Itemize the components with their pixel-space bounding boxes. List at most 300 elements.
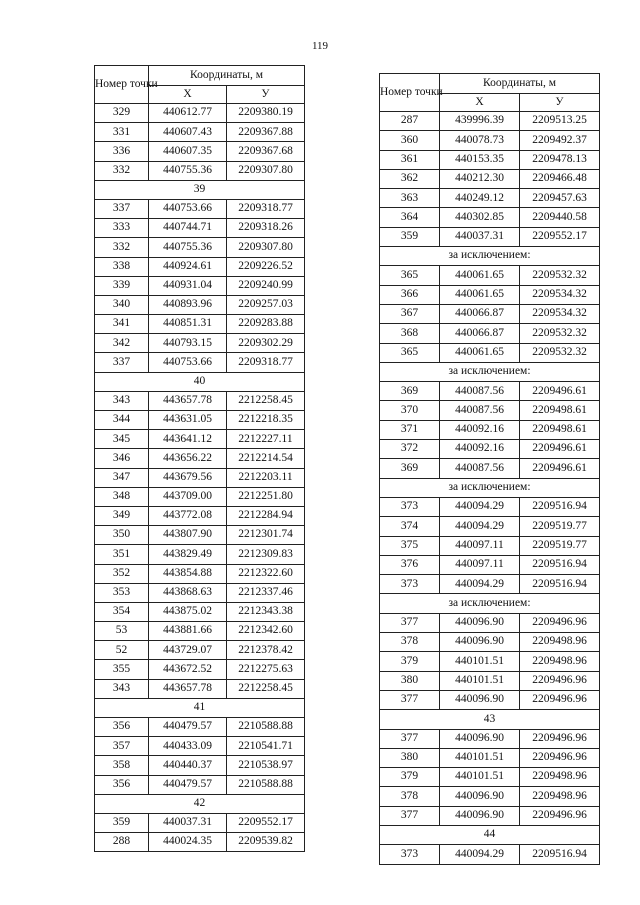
x-coordinate-cell: 440101.51 bbox=[440, 768, 520, 787]
point-number-cell: 372 bbox=[380, 440, 440, 459]
point-number-cell: 379 bbox=[380, 768, 440, 787]
point-number-cell: 352 bbox=[95, 564, 149, 583]
point-number-cell: 343 bbox=[95, 679, 149, 698]
x-coordinate-cell: 440066.87 bbox=[440, 304, 520, 323]
point-number-cell: 349 bbox=[95, 506, 149, 525]
y-coordinate-cell: 2209240.99 bbox=[227, 276, 305, 295]
table-row bbox=[95, 295, 305, 314]
y-coordinate-cell: 2209318.26 bbox=[227, 219, 305, 238]
point-number-cell: 356 bbox=[95, 775, 149, 794]
x-coordinate-cell: 440851.31 bbox=[149, 315, 227, 334]
point-number-cell: 357 bbox=[95, 737, 149, 756]
x-coordinate-cell: 440753.66 bbox=[149, 353, 227, 372]
y-coordinate-cell: 2209498.61 bbox=[520, 420, 600, 439]
y-coordinate-cell: 2209226.52 bbox=[227, 257, 305, 276]
point-number-cell: 368 bbox=[380, 324, 440, 343]
section-label-row bbox=[95, 698, 305, 717]
x-coordinate-cell: 440061.65 bbox=[440, 343, 520, 362]
y-coordinate-cell: 2212301.74 bbox=[227, 526, 305, 545]
page-number: 119 bbox=[311, 40, 329, 52]
x-coordinate-cell: 440061.65 bbox=[440, 285, 520, 304]
table-row bbox=[380, 671, 600, 690]
table-row bbox=[380, 787, 600, 806]
x-coordinate-cell: 440092.16 bbox=[440, 440, 520, 459]
y-coordinate-cell: 2210588.88 bbox=[227, 718, 305, 737]
x-coordinate-cell: 443854.88 bbox=[149, 564, 227, 583]
x-coordinate-cell: 443631.05 bbox=[149, 411, 227, 430]
x-coordinate-cell: 439996.39 bbox=[440, 112, 520, 131]
y-coordinate-cell: 2209440.58 bbox=[520, 208, 600, 227]
section-label: 43 bbox=[380, 710, 600, 729]
table-row bbox=[95, 718, 305, 737]
point-number-cell: 359 bbox=[95, 813, 149, 832]
table-row bbox=[380, 575, 600, 594]
header-y: У bbox=[520, 94, 600, 112]
point-number-cell: 53 bbox=[95, 622, 149, 641]
x-coordinate-cell: 440753.66 bbox=[149, 199, 227, 218]
table-row bbox=[95, 257, 305, 276]
point-number-cell: 337 bbox=[95, 199, 149, 218]
y-coordinate-cell: 2212227.11 bbox=[227, 430, 305, 449]
y-coordinate-cell: 2212258.45 bbox=[227, 391, 305, 410]
y-coordinate-cell: 2209534.32 bbox=[520, 285, 600, 304]
y-coordinate-cell: 2212251.80 bbox=[227, 487, 305, 506]
table-row bbox=[95, 468, 305, 487]
y-coordinate-cell: 2209516.94 bbox=[520, 845, 600, 864]
table-row bbox=[95, 104, 305, 123]
point-number-cell: 332 bbox=[95, 238, 149, 257]
table-row bbox=[380, 768, 600, 787]
y-coordinate-cell: 2209498.96 bbox=[520, 652, 600, 671]
section-label: 42 bbox=[95, 794, 305, 813]
x-coordinate-cell: 440479.57 bbox=[149, 775, 227, 794]
point-number-cell: 377 bbox=[380, 806, 440, 825]
section-label-row bbox=[380, 247, 600, 266]
x-coordinate-cell: 443807.90 bbox=[149, 526, 227, 545]
table-row bbox=[380, 285, 600, 304]
x-coordinate-cell: 440087.56 bbox=[440, 382, 520, 401]
y-coordinate-cell: 2209552.17 bbox=[227, 813, 305, 832]
point-number-cell: 376 bbox=[380, 555, 440, 574]
table-row bbox=[380, 633, 600, 652]
x-coordinate-cell: 440097.11 bbox=[440, 555, 520, 574]
section-label-row bbox=[380, 362, 600, 381]
table-row bbox=[95, 430, 305, 449]
table-row bbox=[95, 411, 305, 430]
y-coordinate-cell: 2209519.77 bbox=[520, 536, 600, 555]
table-row bbox=[380, 555, 600, 574]
point-number-cell: 52 bbox=[95, 641, 149, 660]
table-row bbox=[380, 189, 600, 208]
point-number-cell: 377 bbox=[380, 613, 440, 632]
table-header bbox=[380, 74, 600, 112]
x-coordinate-cell: 440087.56 bbox=[440, 401, 520, 420]
y-coordinate-cell: 2209257.03 bbox=[227, 295, 305, 314]
table-row bbox=[95, 660, 305, 679]
x-coordinate-cell: 440094.29 bbox=[440, 497, 520, 516]
x-coordinate-cell: 440479.57 bbox=[149, 718, 227, 737]
table-row bbox=[380, 266, 600, 285]
point-number-cell: 375 bbox=[380, 536, 440, 555]
table-row bbox=[380, 748, 600, 767]
y-coordinate-cell: 2209532.32 bbox=[520, 324, 600, 343]
table-row bbox=[380, 208, 600, 227]
table-row bbox=[380, 845, 600, 864]
point-number-cell: 332 bbox=[95, 161, 149, 180]
table-body bbox=[95, 104, 305, 852]
x-coordinate-cell: 440096.90 bbox=[440, 806, 520, 825]
header-x: Х bbox=[440, 94, 520, 112]
point-number-cell: 378 bbox=[380, 633, 440, 652]
y-coordinate-cell: 2209513.25 bbox=[520, 112, 600, 131]
point-number-cell: 333 bbox=[95, 219, 149, 238]
table-row bbox=[380, 497, 600, 516]
x-coordinate-cell: 440744.71 bbox=[149, 219, 227, 238]
y-coordinate-cell: 2209496.96 bbox=[520, 690, 600, 709]
point-number-cell: 338 bbox=[95, 257, 149, 276]
x-coordinate-cell: 443679.56 bbox=[149, 468, 227, 487]
point-number-cell: 370 bbox=[380, 401, 440, 420]
y-coordinate-cell: 2209519.77 bbox=[520, 517, 600, 536]
point-number-cell: 345 bbox=[95, 430, 149, 449]
x-coordinate-cell: 440094.29 bbox=[440, 517, 520, 536]
table-row bbox=[95, 142, 305, 161]
x-coordinate-cell: 443657.78 bbox=[149, 679, 227, 698]
section-label: 39 bbox=[95, 180, 305, 199]
table-row bbox=[95, 833, 305, 852]
point-number-cell: 339 bbox=[95, 276, 149, 295]
point-number-cell: 354 bbox=[95, 602, 149, 621]
point-number-cell: 365 bbox=[380, 343, 440, 362]
y-coordinate-cell: 2209496.61 bbox=[520, 382, 600, 401]
point-number-cell: 350 bbox=[95, 526, 149, 545]
table-row bbox=[95, 391, 305, 410]
x-coordinate-cell: 440037.31 bbox=[440, 227, 520, 246]
table-row bbox=[380, 690, 600, 709]
y-coordinate-cell: 2212218.35 bbox=[227, 411, 305, 430]
x-coordinate-cell: 443656.22 bbox=[149, 449, 227, 468]
x-coordinate-cell: 440433.09 bbox=[149, 737, 227, 756]
table-row bbox=[95, 238, 305, 257]
table-row bbox=[95, 583, 305, 602]
x-coordinate-cell: 440153.35 bbox=[440, 150, 520, 169]
x-coordinate-cell: 443829.49 bbox=[149, 545, 227, 564]
header-coordinates: Координаты, м bbox=[440, 74, 600, 94]
y-coordinate-cell: 2209496.96 bbox=[520, 748, 600, 767]
point-number-cell: 331 bbox=[95, 123, 149, 142]
x-coordinate-cell: 440302.85 bbox=[440, 208, 520, 227]
y-coordinate-cell: 2209307.80 bbox=[227, 238, 305, 257]
y-coordinate-cell: 2209496.61 bbox=[520, 459, 600, 478]
table-row bbox=[380, 652, 600, 671]
y-coordinate-cell: 2209516.94 bbox=[520, 497, 600, 516]
section-label-row bbox=[95, 372, 305, 391]
section-label-row bbox=[380, 478, 600, 497]
x-coordinate-cell: 440755.36 bbox=[149, 238, 227, 257]
x-coordinate-cell: 440061.65 bbox=[440, 266, 520, 285]
table-body bbox=[380, 112, 600, 865]
y-coordinate-cell: 2212214.54 bbox=[227, 449, 305, 468]
y-coordinate-cell: 2209516.94 bbox=[520, 575, 600, 594]
point-number-cell: 373 bbox=[380, 845, 440, 864]
table-row bbox=[95, 161, 305, 180]
table-row bbox=[380, 324, 600, 343]
y-coordinate-cell: 2209498.96 bbox=[520, 787, 600, 806]
y-coordinate-cell: 2209318.77 bbox=[227, 199, 305, 218]
y-coordinate-cell: 2209302.29 bbox=[227, 334, 305, 353]
point-number-cell: 342 bbox=[95, 334, 149, 353]
point-number-cell: 353 bbox=[95, 583, 149, 602]
y-coordinate-cell: 2210588.88 bbox=[227, 775, 305, 794]
x-coordinate-cell: 440094.29 bbox=[440, 575, 520, 594]
y-coordinate-cell: 2209534.32 bbox=[520, 304, 600, 323]
x-coordinate-cell: 440101.51 bbox=[440, 652, 520, 671]
y-coordinate-cell: 2212343.38 bbox=[227, 602, 305, 621]
section-label: 41 bbox=[95, 698, 305, 717]
point-number-cell: 288 bbox=[95, 833, 149, 852]
table-row bbox=[95, 334, 305, 353]
point-number-cell: 364 bbox=[380, 208, 440, 227]
x-coordinate-cell: 443641.12 bbox=[149, 430, 227, 449]
point-number-cell: 346 bbox=[95, 449, 149, 468]
y-coordinate-cell: 2212284.94 bbox=[227, 506, 305, 525]
y-coordinate-cell: 2209496.96 bbox=[520, 806, 600, 825]
y-coordinate-cell: 2212258.45 bbox=[227, 679, 305, 698]
section-label: 44 bbox=[380, 825, 600, 844]
x-coordinate-cell: 440024.35 bbox=[149, 833, 227, 852]
y-coordinate-cell: 2212322.60 bbox=[227, 564, 305, 583]
x-coordinate-cell: 440096.90 bbox=[440, 729, 520, 748]
point-number-cell: 371 bbox=[380, 420, 440, 439]
table-row bbox=[380, 382, 600, 401]
point-number-cell: 374 bbox=[380, 517, 440, 536]
header-x: Х bbox=[149, 86, 227, 104]
point-number-cell: 361 bbox=[380, 150, 440, 169]
point-number-cell: 287 bbox=[380, 112, 440, 131]
x-coordinate-cell: 440096.90 bbox=[440, 633, 520, 652]
y-coordinate-cell: 2209283.88 bbox=[227, 315, 305, 334]
table-row bbox=[95, 641, 305, 660]
table-row bbox=[380, 169, 600, 188]
table-row bbox=[95, 602, 305, 621]
section-label: за исключением: bbox=[380, 362, 600, 381]
table-row bbox=[380, 729, 600, 748]
point-number-cell: 367 bbox=[380, 304, 440, 323]
section-label: за исключением: bbox=[380, 247, 600, 266]
x-coordinate-cell: 440092.16 bbox=[440, 420, 520, 439]
point-number-cell: 336 bbox=[95, 142, 149, 161]
table-row bbox=[380, 806, 600, 825]
header-point-number: Номер точки bbox=[95, 66, 149, 104]
y-coordinate-cell: 2212337.46 bbox=[227, 583, 305, 602]
y-coordinate-cell: 2209496.96 bbox=[520, 729, 600, 748]
point-number-cell: 341 bbox=[95, 315, 149, 334]
coordinates-table-right bbox=[379, 73, 600, 865]
point-number-cell: 369 bbox=[380, 459, 440, 478]
x-coordinate-cell: 440931.04 bbox=[149, 276, 227, 295]
point-number-cell: 366 bbox=[380, 285, 440, 304]
y-coordinate-cell: 2210541.71 bbox=[227, 737, 305, 756]
x-coordinate-cell: 443881.66 bbox=[149, 622, 227, 641]
x-coordinate-cell: 440607.43 bbox=[149, 123, 227, 142]
table-row bbox=[95, 353, 305, 372]
section-label-row bbox=[95, 180, 305, 199]
y-coordinate-cell: 2210538.97 bbox=[227, 756, 305, 775]
x-coordinate-cell: 440607.35 bbox=[149, 142, 227, 161]
table-row bbox=[380, 517, 600, 536]
table-row bbox=[380, 440, 600, 459]
point-number-cell: 379 bbox=[380, 652, 440, 671]
table-row bbox=[95, 622, 305, 641]
x-coordinate-cell: 440097.11 bbox=[440, 536, 520, 555]
point-number-cell: 355 bbox=[95, 660, 149, 679]
point-number-cell: 358 bbox=[95, 756, 149, 775]
x-coordinate-cell: 440440.37 bbox=[149, 756, 227, 775]
table-row bbox=[380, 112, 600, 131]
y-coordinate-cell: 2209532.32 bbox=[520, 343, 600, 362]
x-coordinate-cell: 443709.00 bbox=[149, 487, 227, 506]
point-number-cell: 380 bbox=[380, 671, 440, 690]
x-coordinate-cell: 443657.78 bbox=[149, 391, 227, 410]
section-label-row bbox=[380, 825, 600, 844]
y-coordinate-cell: 2209498.96 bbox=[520, 768, 600, 787]
table-row bbox=[380, 304, 600, 323]
table-row bbox=[95, 756, 305, 775]
table-row bbox=[380, 536, 600, 555]
section-label-row bbox=[95, 794, 305, 813]
point-number-cell: 363 bbox=[380, 189, 440, 208]
table-row bbox=[95, 219, 305, 238]
y-coordinate-cell: 2212203.11 bbox=[227, 468, 305, 487]
table-header bbox=[95, 66, 305, 104]
y-coordinate-cell: 2209496.96 bbox=[520, 671, 600, 690]
point-number-cell: 343 bbox=[95, 391, 149, 410]
point-number-cell: 347 bbox=[95, 468, 149, 487]
x-coordinate-cell: 443672.52 bbox=[149, 660, 227, 679]
y-coordinate-cell: 2212309.83 bbox=[227, 545, 305, 564]
point-number-cell: 362 bbox=[380, 169, 440, 188]
point-number-cell: 359 bbox=[380, 227, 440, 246]
table-row bbox=[380, 459, 600, 478]
y-coordinate-cell: 2209498.61 bbox=[520, 401, 600, 420]
point-number-cell: 373 bbox=[380, 575, 440, 594]
table-row bbox=[380, 613, 600, 632]
point-number-cell: 378 bbox=[380, 787, 440, 806]
x-coordinate-cell: 440096.90 bbox=[440, 787, 520, 806]
point-number-cell: 377 bbox=[380, 690, 440, 709]
table-row bbox=[95, 315, 305, 334]
x-coordinate-cell: 440096.90 bbox=[440, 690, 520, 709]
table-row bbox=[95, 526, 305, 545]
y-coordinate-cell: 2209532.32 bbox=[520, 266, 600, 285]
table-row bbox=[95, 737, 305, 756]
x-coordinate-cell: 440101.51 bbox=[440, 748, 520, 767]
y-coordinate-cell: 2209496.96 bbox=[520, 613, 600, 632]
table-row bbox=[95, 679, 305, 698]
point-number-cell: 373 bbox=[380, 497, 440, 516]
table-row bbox=[380, 131, 600, 150]
point-number-cell: 337 bbox=[95, 353, 149, 372]
table-row bbox=[380, 401, 600, 420]
table-row bbox=[380, 420, 600, 439]
table-row bbox=[95, 123, 305, 142]
x-coordinate-cell: 440087.56 bbox=[440, 459, 520, 478]
y-coordinate-cell: 2209466.48 bbox=[520, 169, 600, 188]
header-coordinates: Координаты, м bbox=[149, 66, 305, 86]
y-coordinate-cell: 2209496.61 bbox=[520, 440, 600, 459]
table-row bbox=[95, 487, 305, 506]
y-coordinate-cell: 2209498.96 bbox=[520, 633, 600, 652]
x-coordinate-cell: 440612.77 bbox=[149, 104, 227, 123]
point-number-cell: 329 bbox=[95, 104, 149, 123]
y-coordinate-cell: 2209457.63 bbox=[520, 189, 600, 208]
table-row bbox=[95, 276, 305, 295]
x-coordinate-cell: 440924.61 bbox=[149, 257, 227, 276]
table-row bbox=[380, 227, 600, 246]
header-point-number: Номер точки bbox=[380, 74, 440, 112]
section-label-row bbox=[380, 594, 600, 613]
section-label: за исключением: bbox=[380, 478, 600, 497]
x-coordinate-cell: 440094.29 bbox=[440, 845, 520, 864]
x-coordinate-cell: 440078.73 bbox=[440, 131, 520, 150]
point-number-cell: 351 bbox=[95, 545, 149, 564]
y-coordinate-cell: 2209318.77 bbox=[227, 353, 305, 372]
y-coordinate-cell: 2212378.42 bbox=[227, 641, 305, 660]
header-y: У bbox=[227, 86, 305, 104]
table-row bbox=[95, 199, 305, 218]
x-coordinate-cell: 440249.12 bbox=[440, 189, 520, 208]
y-coordinate-cell: 2209478.13 bbox=[520, 150, 600, 169]
section-label-row bbox=[380, 710, 600, 729]
y-coordinate-cell: 2209307.80 bbox=[227, 161, 305, 180]
table-row bbox=[95, 775, 305, 794]
table-row bbox=[95, 813, 305, 832]
table-row bbox=[95, 564, 305, 583]
point-number-cell: 380 bbox=[380, 748, 440, 767]
x-coordinate-cell: 440037.31 bbox=[149, 813, 227, 832]
point-number-cell: 360 bbox=[380, 131, 440, 150]
y-coordinate-cell: 2209380.19 bbox=[227, 104, 305, 123]
point-number-cell: 344 bbox=[95, 411, 149, 430]
point-number-cell: 348 bbox=[95, 487, 149, 506]
table-row bbox=[95, 449, 305, 468]
x-coordinate-cell: 443875.02 bbox=[149, 602, 227, 621]
y-coordinate-cell: 2212342.60 bbox=[227, 622, 305, 641]
point-number-cell: 377 bbox=[380, 729, 440, 748]
y-coordinate-cell: 2212275.63 bbox=[227, 660, 305, 679]
table-row bbox=[380, 343, 600, 362]
x-coordinate-cell: 443772.08 bbox=[149, 506, 227, 525]
table-row bbox=[380, 150, 600, 169]
y-coordinate-cell: 2209539.82 bbox=[227, 833, 305, 852]
y-coordinate-cell: 2209367.88 bbox=[227, 123, 305, 142]
x-coordinate-cell: 440212.30 bbox=[440, 169, 520, 188]
x-coordinate-cell: 440101.51 bbox=[440, 671, 520, 690]
x-coordinate-cell: 440793.15 bbox=[149, 334, 227, 353]
x-coordinate-cell: 440066.87 bbox=[440, 324, 520, 343]
y-coordinate-cell: 2209516.94 bbox=[520, 555, 600, 574]
point-number-cell: 356 bbox=[95, 718, 149, 737]
y-coordinate-cell: 2209492.37 bbox=[520, 131, 600, 150]
coordinates-table-left bbox=[94, 65, 305, 852]
table-row bbox=[95, 545, 305, 564]
point-number-cell: 369 bbox=[380, 382, 440, 401]
y-coordinate-cell: 2209552.17 bbox=[520, 227, 600, 246]
x-coordinate-cell: 440096.90 bbox=[440, 613, 520, 632]
y-coordinate-cell: 2209367.68 bbox=[227, 142, 305, 161]
point-number-cell: 340 bbox=[95, 295, 149, 314]
section-label: за исключением: bbox=[380, 594, 600, 613]
